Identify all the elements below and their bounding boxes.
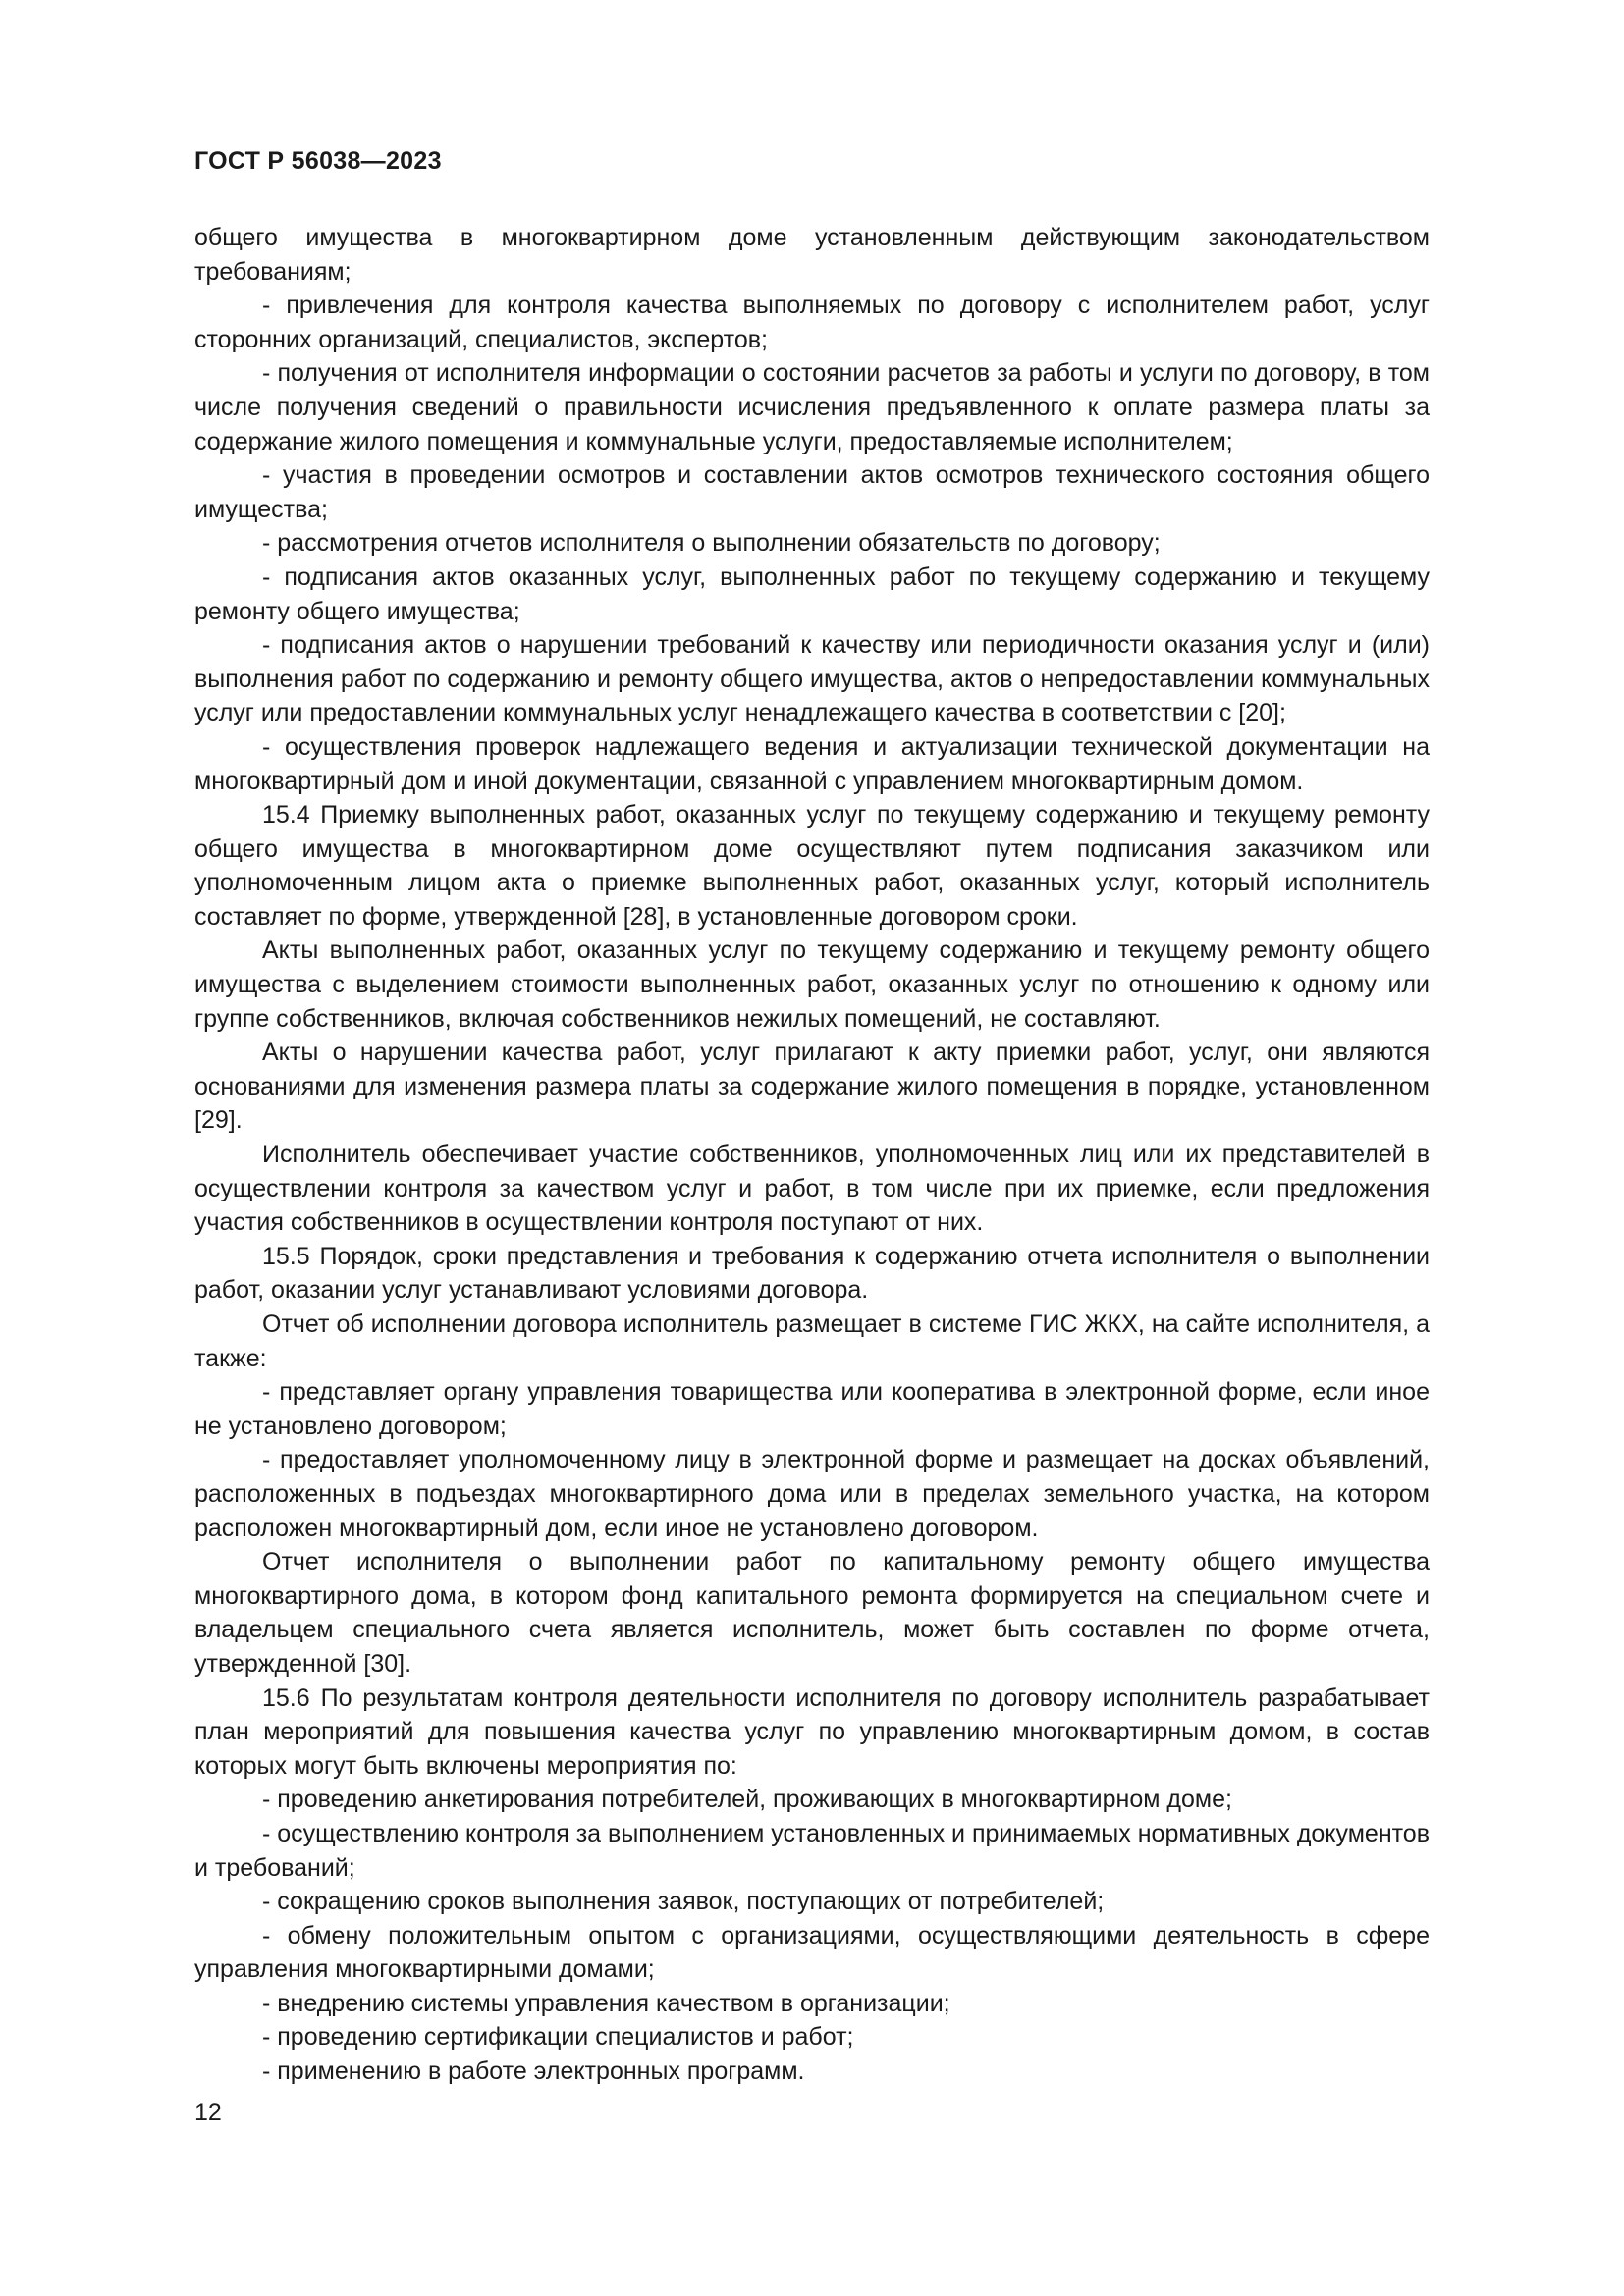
list-item: - внедрению системы управления качеством в организации; [262,1989,950,2017]
list-item: - проведению сертификации специалистов и работ; [262,2023,854,2052]
paragraph: Исполнитель обеспечивает участие собственников, уполномоченных лиц или их представителей в осуществлении контроля за качеством услуг и работ, в том числе при их приемке, если предложения участия собственников в осуществлении контроля поступают от них. [194,1141,1430,1237]
list-item: - осуществления проверок надлежащего ведения и актуализации технической документации на многоквартирный дом и иной документации, связанной с управлением многоквартирным домом. [194,732,1430,795]
standard-code-header: ГОСТ Р 56038—2023 [194,147,442,175]
paragraph: Акты выполненных работ, оказанных услуг по текущему содержанию и текущему ремонту общего имущества с выделением стоимости выполненных работ, оказанных услуг по отношению к одному или группе собственников, включая собственников нежилых помещений, не составляют. [194,936,1430,1033]
list-item: - подписания актов о нарушении требований к качеству или периодичности оказания услуг и (или) выполнения работ по содержанию и ремонту общего имущества, актов о непредоставлении коммунальных услуг или предоставлении коммунальных услуг ненадлежащего качества в соответствии с [20]; [194,631,1430,727]
list-item: - подписания актов оказанных услуг, выполненных работ по текущему содержанию и текущему ремонту общего имущества; [194,562,1430,625]
paragraph: Отчет об исполнении договора исполнитель размещает в системе ГИС ЖКХ, на сайте исполнителя, а также: [194,1310,1430,1372]
clause-15-4: 15.4 Приемку выполненных работ, оказанных услуг по текущему содержанию и текущему ремонту общего имущества в многоквартирном доме осуществляют путем подписания заказчиком или уполномоченным лицом акта о приемке выполненных работ, оказанных услуг, который исполнитель составляет по форме, утвержденной [28], в установленные договором сроки. [194,801,1430,931]
list-item: - осуществлению контроля за выполнением установленных и принимаемых нормативных документов и требований; [194,1819,1430,1882]
list-item: - рассмотрения отчетов исполнителя о выполнении обязательств по договору; [262,529,1161,558]
clause-15-5: 15.5 Порядок, сроки представления и требования к содержанию отчета исполнителя о выполнении работ, оказании услуг устанавливают условиями договора. [194,1242,1430,1305]
list-item: - сокращению сроков выполнения заявок, поступающих от потребителей; [262,1888,1105,1916]
list-item: - проведению анкетирования потребителей, проживающих в многоквартирном доме; [262,1786,1232,1814]
paragraph: Акты о нарушении качества работ, услуг прилагают к акту приемки работ, услуг, они являются основаниями для изменения размера платы за содержание жилого помещения в порядке, установленном [29]. [194,1039,1430,1135]
list-item: - представляет органу управления товарищества или кооператива в электронной форме, если иное не установлено договором; [194,1378,1430,1440]
list-item: - обмену положительным опытом с организациями, осуществляющими деятельность в сфере управления многоквартирными домами; [194,1921,1430,1984]
document-body [194,221,1430,2089]
list-item: - применению в работе электронных программ. [262,2057,805,2086]
list-item: - получения от исполнителя информации о состоянии расчетов за работы и услуги по договору, в том числе получения сведений о правильности исчисления предъявленного к оплате размера платы за содержание жилого помещения и коммунальные услуги, предоставляемые исполнителем; [194,359,1430,455]
list-item: - привлечения для контроля качества выполняемых по договору с исполнителем работ, услуг сторонних организаций, специалистов, экспертов; [194,292,1430,353]
clause-15-6: 15.6 По результатам контроля деятельности исполнителя по договору исполнитель разрабатывает план мероприятий для повышения качества услуг по управлению многоквартирным домом, в состав которых могут быть включены мероприятия по: [194,1683,1430,1780]
paragraph: общего имущества в многоквартирном доме установленным действующим законодательством требованиям; [194,224,1430,286]
list-item: - предоставляет уполномоченному лицу в электронной форме и размещает на досках объявлений, расположенных в подъездах многоквартирного дома или в пределах земельного участка, на котором расположен многоквартирный дом, если иное не установлено договором. [194,1446,1430,1542]
page-number: 12 [194,2099,222,2126]
paragraph: Отчет исполнителя о выполнении работ по капитальному ремонту общего имущества многоквартирного дома, в котором фонд капитального ремонта формируется на специальном счете и владельцем специального счета является исполнитель, может быть составлен по форме отчета, утвержденной [30]. [194,1548,1430,1678]
list-item: - участия в проведении осмотров и составлении актов осмотров технического состояния общего имущества; [194,461,1430,523]
